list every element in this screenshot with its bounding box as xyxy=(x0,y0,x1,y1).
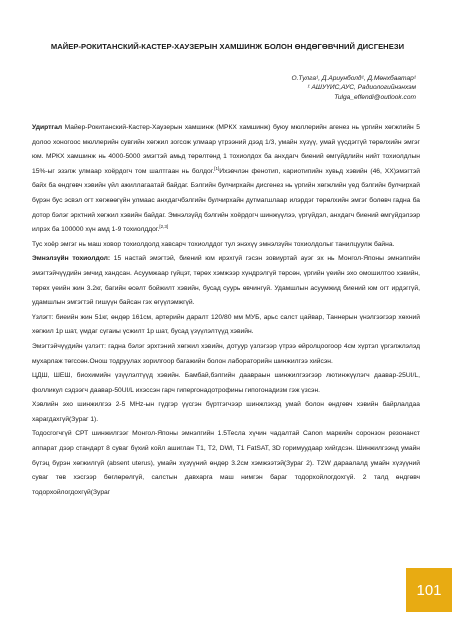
paragraph xyxy=(32,340,420,369)
paragraph xyxy=(32,398,420,427)
paragraph-text: Тус хоёр эмгэг нь маш ховор тохиолдолд хавсарч тохиолддог тул энэхүү эмнэлзүйн тохиолдолыг танилцуулж байна. xyxy=(32,240,395,248)
paragraph-text: Майер-Рокитанский-Кастер-Хаузерын хамшинж (МРКХ хамшинж) буюу мюллерийн агенез нь үргийн хөгжлийн 5 долоо хоногоос мюллерийн сувгийн хөгжил зогсож улмаар үтрээний дээд 1/3, умайн хүзүү, умай үүсдэггүй төрөлхийн эмгэг юм. МРКХ хамшинж нь 4000-5000 эмэгтэй амьд төрөлтөнд 1 тохиолдох ба анхдагч биений өмгүйдлийн нийт тохиолдлын 15%-ыг эзэлж улмаар хоёрдогч том шалтгаан нь болдог. xyxy=(32,124,420,175)
page-title: МАЙЕР-РОКИТАНСКИЙ-КАСТЕР-ХАУЗЕРЫН ХАМШИНЖ БОЛОН ӨНДӨГӨВЧНИЙ ДИСГЕНЕЗИ xyxy=(50,42,405,51)
paragraph xyxy=(32,427,420,500)
citation: [2,3] xyxy=(159,223,169,229)
paragraph-text: Эмэгтэйчүүдийн үзлэгт: гадна бэлэг эрхтэний хөгжил хэвийн, дотуур үзлэгээр үтрээ өйролцоогоор 4см хүртэл үргэлжлэлэд мухарлаж төгссөн.Онош тодруулах зорилгоор багажийн болон лабораторийн шинжилгээ хийсэн. xyxy=(32,342,420,365)
author-block xyxy=(156,74,416,102)
paragraph-label: Эмнэлзүйн тохиолдол: xyxy=(32,255,111,263)
paragraph-text: Тодосгогчгүй СРТ шинжилгээг Монгол-Японы эмнэлгийн 1.5Тесла хүчин чадалтай Canon маркийн соронзон резонанст аппарат дээр стандарт 8 суваг бүхий койл ашиглан Т1, Т2, DWI, T1 FatSAT, 3D горимуудаар хийгдсэн. Шинжилгээнд умайн бүтэц бүрэн хөгжилгүй (absent uterus), умайн хүзүүний өндөр 3.2см хэмжээтэй(Зураг 2). T2W дараалалд умайн хүзүүний суваг төв хэсгээр бөглөрөлгүй, салстын давхарга маш нимгэн бараг тодорхойлогдохгүй. 2 талд өндгөвч тодорхойлогдохгүй(Зураг xyxy=(32,430,420,496)
paragraph xyxy=(32,369,420,398)
paragraph-text: 15 настай эмэгтэй, биений юм ирэхгүй гэсэн зовиуртай ауэг эх нь Монгол-Японы эмнэлгийн эмэгтэйчүүдийн эмчид хандсан. Асуумжаар гүйцэт, төрөх хэмжээр хүндрэлгүй төрсөн, үргийн үеийн эхо омошилтоо хэвийн, төрөх үеийн жин 3.2кг, багийн өсөлт бойжилт хэвийн, бусад суурь өвчингүй. Удамшлын асуумжид биений юм огт ирдэггүй, удамшлын эмгэгтэй гишүүн байсан гэх өгүүлэмжгүй. xyxy=(32,255,421,307)
author-affiliation: ¹ АШУҮИС,АУС, Радиологийнэнхэм xyxy=(307,84,416,92)
author-email: Tulga_effendi@outlook.com xyxy=(334,93,416,101)
paragraph-label: Удиртгал xyxy=(32,124,63,131)
article-body xyxy=(32,121,420,500)
page-number-badge: 101 xyxy=(406,568,452,612)
paragraph-intro xyxy=(32,121,420,238)
paragraph-text: Ихэвчлэн фенотип, кариотипийн хувьд хэвийн (46, XX)эмэгтэй байх ба өндгөвч хэвийн үйл ажиллагаатай байдаг. Бэлгийн булчирхайн дисгенез нь үргийн хөгжлийн үед бэлгийн булчирхай бүрэн бус эсвэл огт хөгжөөгүйн улмааc анхдагчбэлгийн булчирхайн дутмагшлаар илэрдэг төрөлхийн эмгэг болөвч гадна ба дотор бэлэг эрхтний хөгжил хэвийн байдаг. Эмнэлзүйд бэлгийн хоёрдогч шинжүүлээ, үргүйдэл, анхдагч биений өмгүйдэлээр илрэх ба 100000 хүн амд 1-9 тохиолддог. xyxy=(32,167,420,234)
author-names: О.Тулга¹, Д.Ариунболд¹, Д.Мөнхбаатар¹ xyxy=(291,75,416,82)
paragraph-text: ЦДШ, ШЕШ, биохимийн үзүүлэлтүүд хэвийн. Бамбай,бэлгийн даавраын шинжилгээгээр лютинжүүлэгч даавар-25UI/L, фолликул сэдээгч даавар-50UI/L ихэссэн гарч гипергонадотрофины гипогонадизм гэж үзсэн. xyxy=(32,372,420,394)
paragraph-text: Үзлэгт: биеийн жин 51кг, өндөр 161см, артерийн даралт 120/80 мм МУБ, арьс салст цайвар, Таннерын үнэлгээгээр хөхний хөгжил 1р шат, үмдаг сүгаиы үсжилт 1р шат, бусад үзүүлэлтүүд хэвийн. xyxy=(32,313,420,336)
paragraph-case xyxy=(32,252,420,310)
paragraph-text: Хэвлийн эхо шинжилгээ 2-5 MHz-ын гүдгэр үүсгэн бүртгэгчээр шинжлэхэд умай болон өндгөвч хэвийн байрлалдаа харагдахгүй(Зураг 1). xyxy=(32,401,420,423)
paragraph xyxy=(32,238,420,253)
citation: [1] xyxy=(214,165,220,171)
paragraph xyxy=(32,311,420,340)
